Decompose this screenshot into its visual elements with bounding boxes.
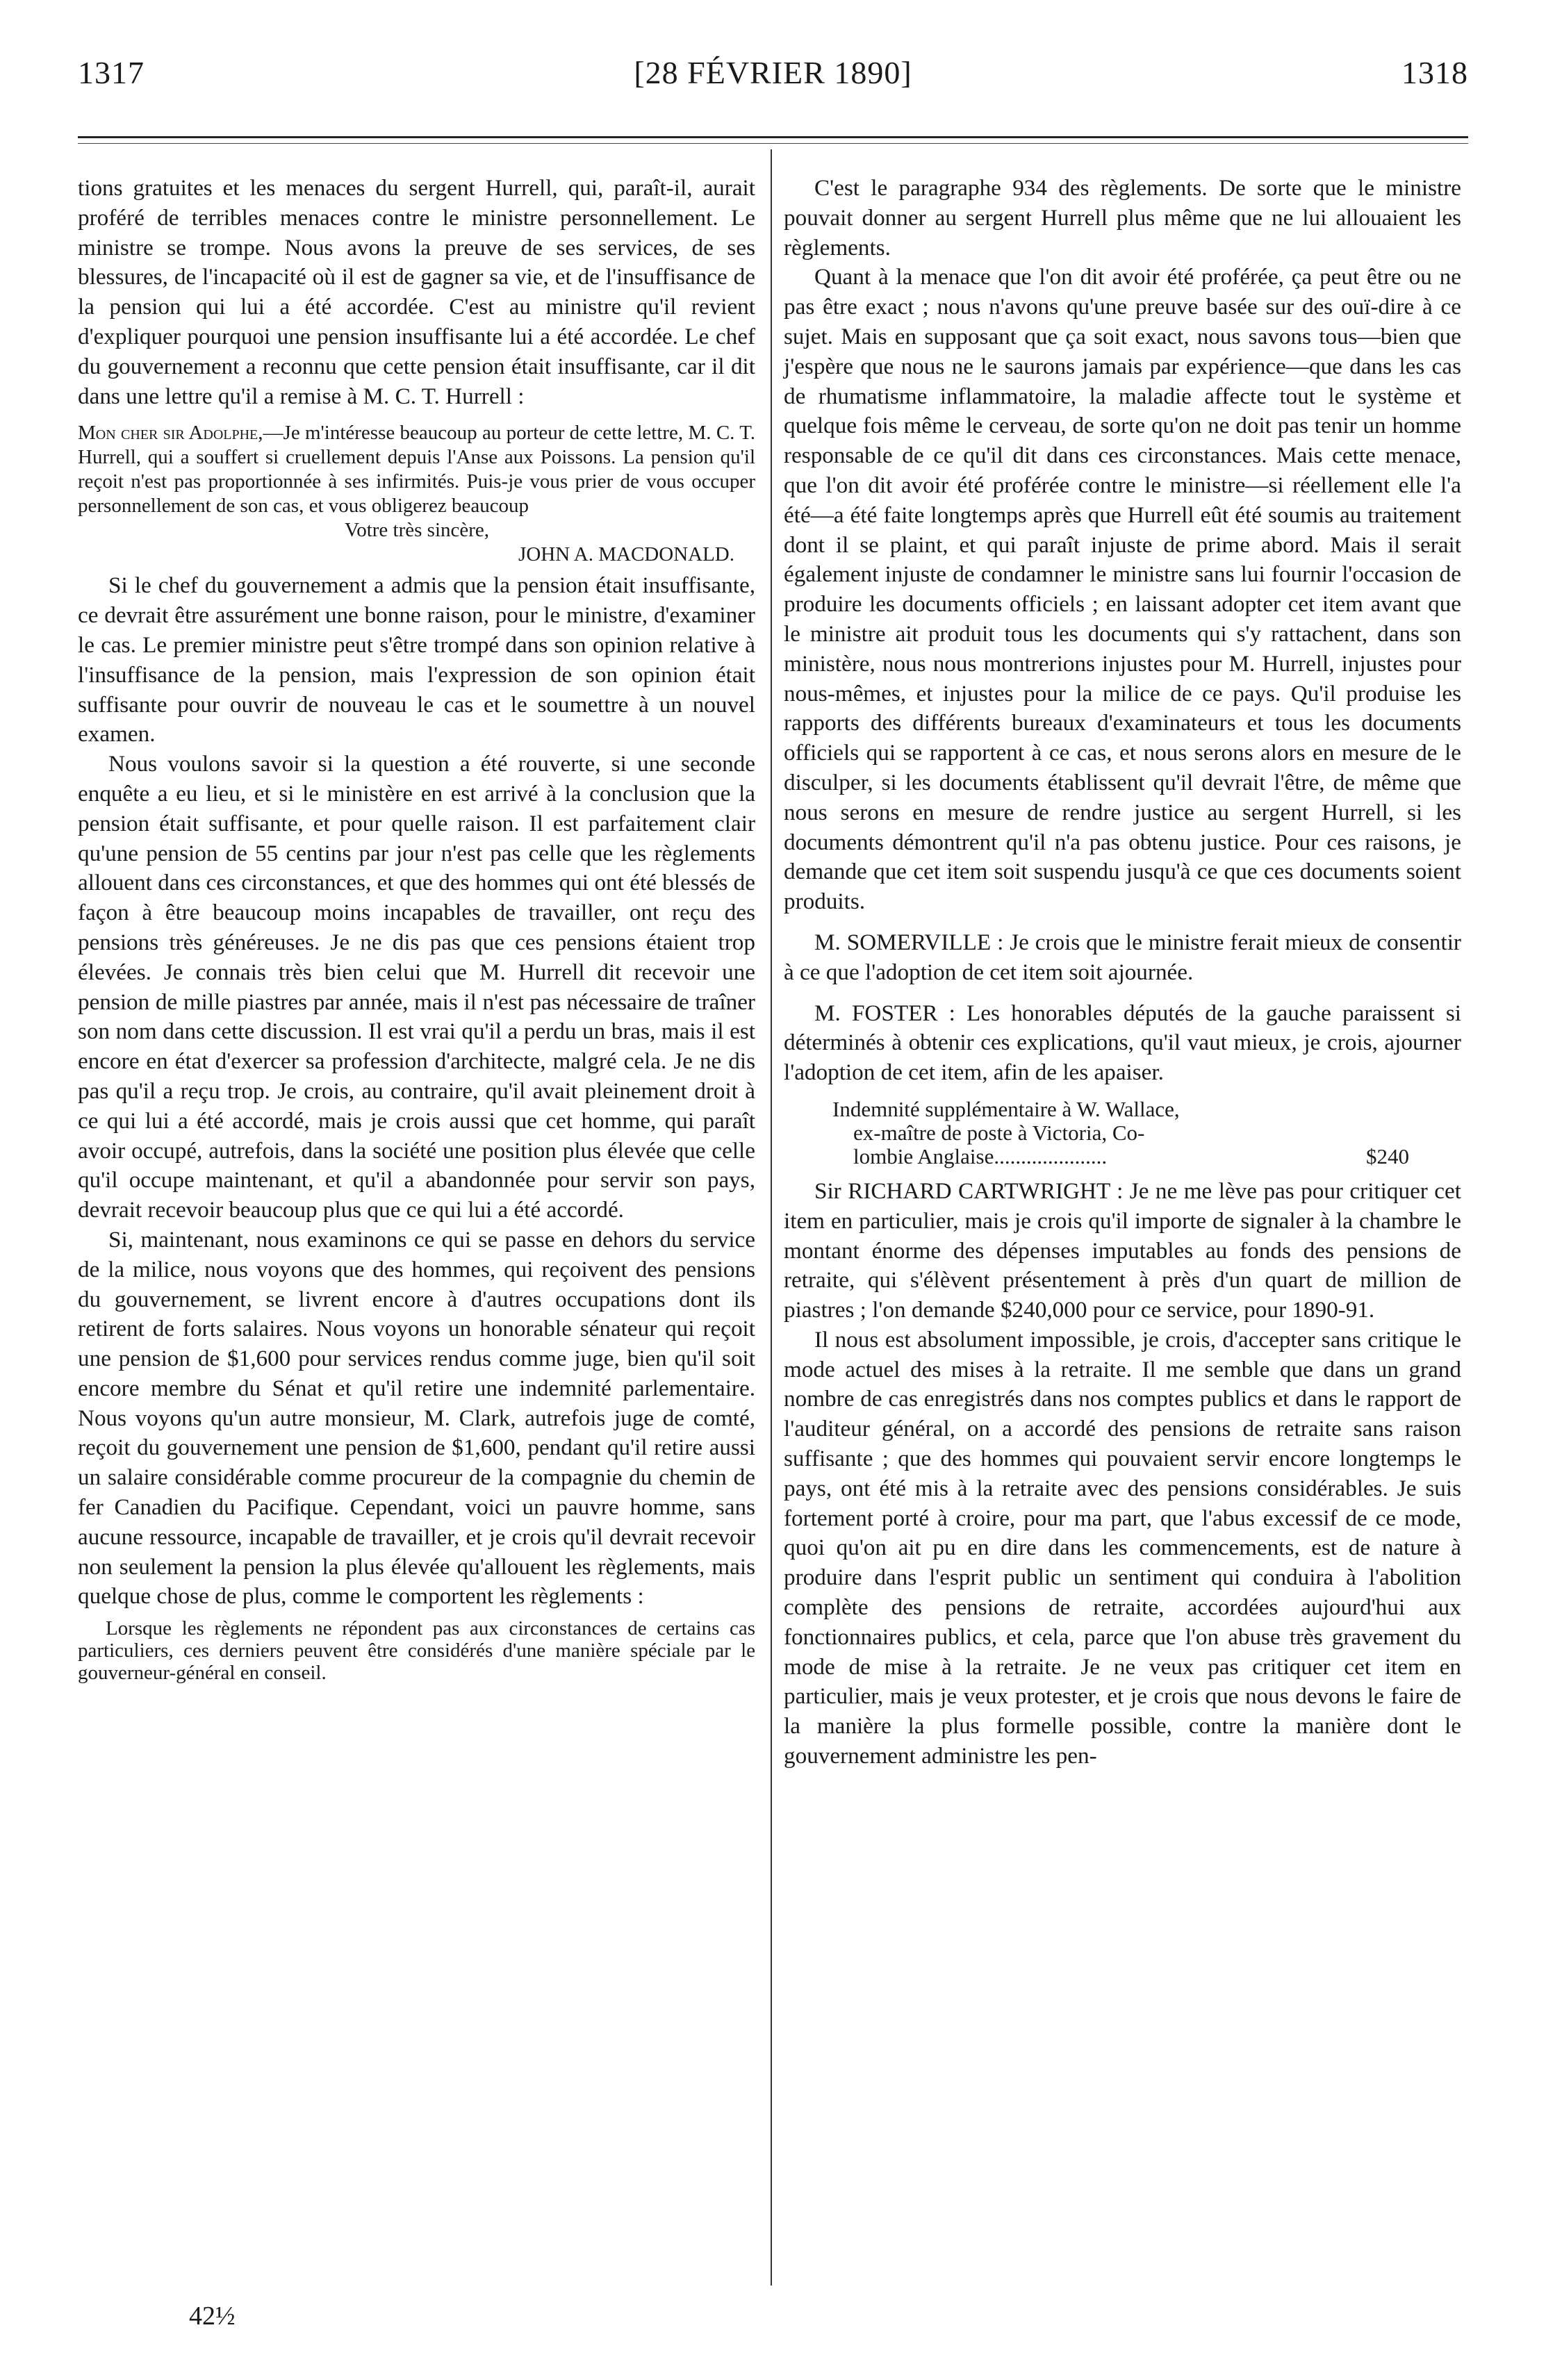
right-paragraph-6: Il nous est absolument impossible, je crois, d'accepter sans critique le mode actuel des mises à la retraite. Il me semble que dans un grand nombre de cas enregistrés dans nos comptes publics et dans le rapport de l'auditeur général, on a accordé des pensions de retraite sans raison suffisante ; que des hommes qui pouvaient servir encore longtemps le pays, ont été mis à la retraite avec des pensions considérables. Je suis fortement porté à croire, pour ma part, que l'abus excessif de ce mode, quoi qu'on ait pu en dire dans les commencements, est de nature à produire dans l'esprit public un sentiment qui conduira à l'abolition complète des pensions de retraite, accordées aujourd'hui aux fonctionnaires publics, et cela, parce que l'on abuse très gravement du mode de mise à la retraite. Je ne veux pas critiquer cet item en particulier, mais je veux protester, et je crois que nous devons le faire de la manière la plus formelle possible, contre la manière dont le gouvernement administre les pen- (784, 1326, 1461, 1769)
page-number-left: 1317 (78, 55, 145, 90)
letter-body: —Je m'intéresse beaucoup au porteur de cette lettre, M. C. T. Hurrell, qui a souffert si cruellement depuis l'Anse aux Poissons. La pension qu'il reçoit n'est pas proportionnée à ses infirmités. Puis-je vous prier de vous occuper personnellement de son cas, et vous obligerez beaucoup (78, 422, 756, 518)
right-paragraph-somerville: M. SOMERVILLE : Je crois que le ministre ferait mieux de consentir à ce que l'adoption de cet item soit ajournée. (784, 929, 1461, 985)
budget-item (832, 1098, 1409, 1168)
item-line-3: lombie Anglaise..................... (853, 1143, 1108, 1168)
item-line-1: Indemnité supplémentaire à W. Wallace, (832, 1096, 1180, 1121)
header-rule-thin (78, 143, 1468, 144)
letter-closing: Votre très sincère, (345, 519, 490, 542)
right-column (784, 174, 1461, 1771)
item-line-2: ex-maître de poste à Victoria, Co- (853, 1120, 1145, 1145)
left-column (78, 174, 755, 1684)
right-paragraph-cartwright: Sir RICHARD CARTWRIGHT : Je ne me lève pas pour critiquer cet item en particulier, mais je crois qu'il importe de signaler à la chambre le montant énorme des dépenses imputables au fonds des pensions de retraite, qui s'élèvent présentement à près d'un quart de million de piastres ; l'on demande $240,000 pour ce service, pour 1890-91. (784, 1177, 1461, 1323)
item-line-3-row (832, 1145, 1409, 1168)
header-date: [28 FÉVRIER 1890] (634, 55, 912, 90)
right-paragraph-foster: M. FOSTER : Les honorables députés de la gauche paraissent si déterminés à obtenir ces explications, qu'il vaut mieux, je crois, ajourner l'adoption de cet item, afin de les apaiser. (784, 1000, 1461, 1086)
item-amount: $240 (1366, 1143, 1409, 1168)
header-rule-thick (78, 136, 1468, 138)
letter-text (78, 421, 755, 518)
letter-salutation: Mon cher sir Adolphe, (78, 422, 263, 445)
signature-mark: 42½ (189, 2302, 236, 2331)
page-header (78, 54, 1468, 96)
right-paragraph-2: Quant à la menace que l'on dit avoir été proférée, ça peut être ou ne pas être exact ; nous n'avons qu'une preuve basée sur des ouï-dire à ce sujet. Mais en supposant que ça soit exact, nous savons tous—bien que j'espère que nous ne le saurons jamais par expérience—que dans les cas de rhumatisme inflammatoire, la maladie affecte tout le système et quelque fois même le cerveau, de sorte qu'on ne doit pas tenir un homme responsable de ce qu'il dit dans ces circonstances. Mais cette menace, que l'on dit avoir été proférée contre le ministre—si réellement elle l'a été—a été faite longtemps après que Hurrell eût été soumis au traitement dont il se plaint, et qui paraît injuste de prime abord. Mais il serait également injuste de condamner le ministre sans lui fournir l'occasion de produire les documents officiels ; en laissant adopter cet item avant que le ministre ait produit tous les documents qui s'y rattachent, dans son ministère, nous nous montrerions injustes pour M. Hurrell, injustes pour nous-mêmes, et injustes pour la milice de ce pays. Qu'il produise les rapports des différents bureaux d'examinateurs et tous les documents officiels qui se rapportent à ce cas, et nous serons alors en mesure de le disculper, si les documents établissent qu'il devrait l'être, de même que nous serons en mesure de rendre justice au sergent Hurrell, si les documents démontrent qu'il n'a pas obtenu justice. Pour ces raisons, je demande que cet item soit suspendu jusqu'à ce que ces documents soient produits. (784, 264, 1461, 915)
regulation-quote (78, 1617, 755, 1684)
left-paragraph-2: Si le chef du gouvernement a admis que la pension était insuffisante, ce devrait être assurément une bonne raison, pour le ministre, d'examiner le cas. Le premier ministre peut s'être trompé dans son opinion relative à l'insuffisance de la pension, mais l'expression de son opinion était suffisante pour ouvrir de nouveau le cas et le soumettre à un nouvel examen. (78, 572, 755, 747)
regulation-text: Lorsque les règlements ne répondent pas aux circonstances de certains cas particuliers, ces derniers peuvent être considérés d'une manière spéciale par le gouverneur-général en conseil. (78, 1617, 755, 1685)
left-paragraph-4: Si, maintenant, nous examinons ce qui se passe en dehors du service de la milice, nous voyons que des hommes, qui reçoivent des pensions du gouvernement, se livrent encore à d'autres occupations dont ils retirent de forts salaires. Nous voyons un honorable sénateur qui reçoit une pension de $1,600 pour services rendus comme juge, bien qu'il soit encore membre du Sénat et qu'il retire une indemnité parlementaire. Nous voyons qu'un autre monsieur, M. Clark, autrefois juge de comté, reçoit du gouvernement une pension de $1,600, pendant qu'il retire aussi un salaire considérable comme procureur de la compagnie du chemin de fer Canadien du Pacifique. Cependant, voici un pauvre homme, sans aucune ressource, incapable de travailler, et je crois qu'il devrait recevoir non seulement la pension la plus élevée qu'allouent les règlements, mais quelque chose de plus, comme le comportent les règlements : (78, 1226, 755, 1610)
column-divider (771, 149, 772, 2286)
left-paragraph-1: tions gratuites et les menaces du sergent Hurrell, qui, paraît-il, aurait proféré de terribles menaces contre le ministre personnellement. Le ministre se trompe. Nous avons la preuve de ses services, de ses blessures, de l'incapacité où il est de gagner sa vie, et de l'insuffisance de la pension qui lui a été accordée. C'est au ministre qu'il revient d'expliquer pourquoi une pension insuffisante lui a été accordée. Le chef du gouvernement a reconnu que cette pension était insuffisante, car il dit dans une lettre qu'il a remise à M. C. T. Hurrell : (78, 175, 755, 409)
left-paragraph-3: Nous voulons savoir si la question a été rouverte, si une seconde enquête a eu lieu, et si le ministère en est arrivé à la conclusion que la pension était suffisante, et pour quelle raison. Il est parfaitement clair qu'une pension de 55 centins par jour n'est pas celle que les règlements allouent dans ces circonstances, et que des hommes qui ont été blessés de façon à être beaucoup moins incapables de travailler, ont reçu des pensions très généreuses. Je ne dis pas que ces pensions étaient trop élevées. Je connais très bien celui que M. Hurrell dit recevoir une pension de mille piastres par année, mais il n'est pas nécessaire de traîner son nom dans cette discussion. Il est vrai qu'il a perdu un bras, mais il est encore en état d'exercer sa profession d'architecte, malgré cela. Je ne dis pas qu'il a reçu trop. Je crois, au contraire, qu'il avait pleinement droit à ce qui lui a été accordé, mais je crois aussi que cet homme, qui paraît avoir occupé, autrefois, dans la société une position plus élevée que celle qu'il occupe maintenant, et qu'il a abandonnée pour servir son pays, devrait recevoir beaucoup plus que ce qui lui a été accordé. (78, 751, 755, 1223)
letter-signature: JOHN A. MACDONALD. (518, 543, 734, 566)
right-paragraph-1: C'est le paragraphe 934 des règlements. De sorte que le ministre pouvait donner au sergent Hurrell plus même que ne lui allouaient les règlements. (784, 175, 1461, 261)
page-number-right: 1318 (1401, 55, 1468, 90)
quoted-letter (78, 421, 755, 567)
